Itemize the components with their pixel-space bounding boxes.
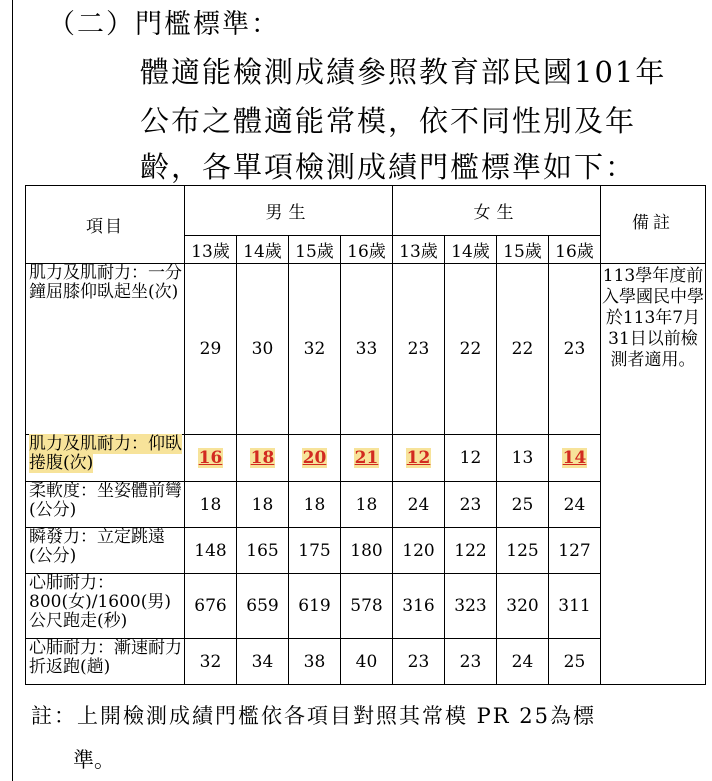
age-header: 16歲: [341, 236, 393, 264]
value-cell: 33: [341, 264, 393, 435]
row-item-label: 肌力及肌耐力：一分鐘屈膝仰臥起坐(次): [26, 264, 185, 435]
value-cell: 165: [237, 528, 289, 574]
value-cell: 311: [549, 574, 601, 639]
value-cell: 30: [237, 264, 289, 435]
value-cell: 12: [445, 435, 497, 482]
page-left-border: [12, 0, 13, 781]
footnote-line-1: 註：上開檢測成績門檻依各項目對照其常模 PR 25為標: [31, 704, 597, 728]
table-row: [26, 264, 706, 435]
value-cell: 320: [497, 574, 549, 639]
value-cell: 29: [185, 264, 237, 435]
value-cell: 32: [185, 639, 237, 685]
value-cell: 25: [497, 482, 549, 528]
row-item-label: 心肺耐力：800(女)/1600(男)公尺跑走(秒): [26, 574, 185, 639]
value-cell: 676: [185, 574, 237, 639]
age-header: 13歲: [185, 236, 237, 264]
row-item-label: 瞬發力：立定跳遠(公分): [26, 528, 185, 574]
value-cell: 23: [393, 639, 445, 685]
value-cell: 23: [445, 482, 497, 528]
value-cell: 578: [341, 574, 393, 639]
value-cell: 122: [445, 528, 497, 574]
highlighted-value: 21: [354, 448, 379, 468]
value-cell: 659: [237, 574, 289, 639]
value-cell: 120: [393, 528, 445, 574]
value-cell: 23: [393, 264, 445, 435]
age-header: 14歲: [237, 236, 289, 264]
age-header: 16歲: [549, 236, 601, 264]
row-item-label: 柔軟度：坐姿體前彎(公分): [26, 482, 185, 528]
section-heading: （二）門檻標準：: [48, 9, 280, 40]
value-cell: 25: [549, 639, 601, 685]
value-cell: 18: [237, 482, 289, 528]
age-header: 15歲: [289, 236, 341, 264]
age-header: 15歲: [497, 236, 549, 264]
value-cell-highlighted: [393, 435, 445, 482]
value-cell: 18: [289, 482, 341, 528]
value-cell: 22: [497, 264, 549, 435]
value-cell: 619: [289, 574, 341, 639]
value-cell: 13: [497, 435, 549, 482]
value-cell: 38: [289, 639, 341, 685]
highlighted-value: 14: [562, 448, 587, 468]
value-cell: 127: [549, 528, 601, 574]
value-cell: 23: [445, 639, 497, 685]
value-cell: 23: [549, 264, 601, 435]
value-cell: 18: [341, 482, 393, 528]
row-item-label: [26, 435, 185, 482]
highlighted-item-text: 肌力及肌耐力：仰臥捲腹(次): [29, 434, 182, 473]
header-male: 男生: [185, 186, 393, 236]
paragraph-line-2: 公布之體適能常模，依不同性別及年: [140, 104, 637, 138]
value-cell: 316: [393, 574, 445, 639]
header-female: 女生: [393, 186, 601, 236]
age-header: 13歲: [393, 236, 445, 264]
value-cell: 148: [185, 528, 237, 574]
value-cell-highlighted: [289, 435, 341, 482]
value-cell: 125: [497, 528, 549, 574]
value-cell-highlighted: [185, 435, 237, 482]
paragraph-line-3: 齡，各單項檢測成績門檻標準如下：: [140, 150, 637, 184]
value-cell: 18: [185, 482, 237, 528]
header-item: 項目: [26, 186, 185, 264]
value-cell: 40: [341, 639, 393, 685]
footnote-line-2: 準。: [73, 748, 115, 772]
value-cell: 32: [289, 264, 341, 435]
header-note: 備註: [601, 186, 706, 264]
value-cell-highlighted: [237, 435, 289, 482]
remark-cell: 113學年度前入學國民中學於113年7月31日以前檢測者適用。: [601, 264, 706, 685]
value-cell-highlighted: [549, 435, 601, 482]
threshold-table: [25, 185, 706, 685]
highlighted-value: 20: [302, 448, 327, 468]
highlighted-value: 12: [406, 448, 431, 468]
value-cell: 34: [237, 639, 289, 685]
age-header: 14歲: [445, 236, 497, 264]
value-cell: 180: [341, 528, 393, 574]
value-cell: 175: [289, 528, 341, 574]
value-cell: 24: [393, 482, 445, 528]
value-cell: 22: [445, 264, 497, 435]
value-cell: 323: [445, 574, 497, 639]
row-item-label: 心肺耐力：漸速耐力折返跑(趟): [26, 639, 185, 685]
value-cell: 24: [549, 482, 601, 528]
value-cell: 24: [497, 639, 549, 685]
highlighted-value: 16: [198, 448, 223, 468]
value-cell-highlighted: [341, 435, 393, 482]
paragraph-line-1: 體適能檢測成績參照教育部民國101年: [140, 55, 667, 89]
highlighted-value: 18: [250, 448, 275, 468]
